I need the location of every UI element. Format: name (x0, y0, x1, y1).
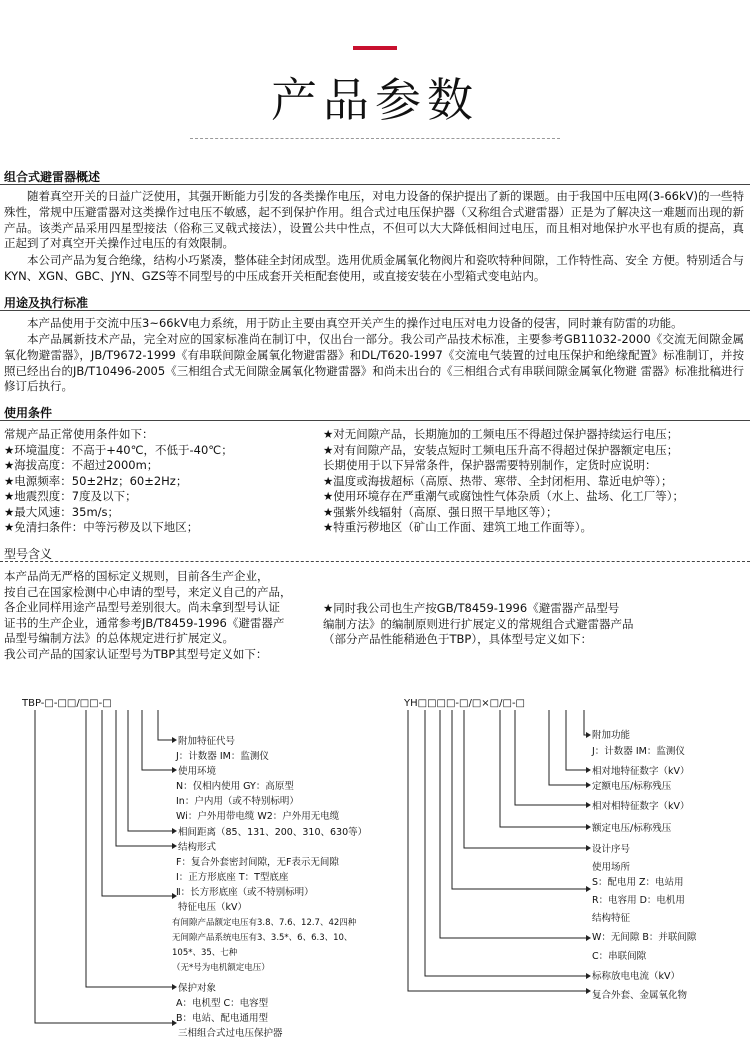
tbp-label: F：复合外套密封间隙，无F表示无间隙 (176, 857, 339, 868)
condition-item: ★使用环境存在严重潮气或腐蚀性气体杂质（水上、盐场、化工厂等）； (323, 489, 685, 503)
tbp-label: 特征电压（kV） (178, 902, 248, 913)
model-line: 编制方法》的编制原则进行扩展定义的常规组合式避雷器产品 (323, 616, 634, 631)
yh-label: J：计数器 IM：监测仪 (592, 746, 685, 757)
condition-item: ★电源频率：50±2Hz；60±2Hz； (4, 473, 188, 488)
overview-paragraph-1: 随着真空开关的日益广泛使用，其强开断能力引发的各类操作电压，对电力设备的保护提出了新的课题。由于我国中压电网(3-66kV)的一些特殊性，常规中压避雷器对这类操作过电压不敏感，起不到保护作用。组合式过电压保护器（又称组合式避雷器）正是为了解决这一难题而出现的新产品。该类产品采用四星型接法（俗称三叉戟式接法），设置公共中性点，不但可以大大降低相间过电压，而且相对地保护水平也有质的提高，真正起到了对真空开关操作过电压的有效限制。 (4, 189, 744, 251)
yh-label: 标称放电电流（kV） (592, 971, 681, 982)
title-accent-bar (353, 46, 397, 50)
yh-label: 复合外套、金属氧化物 (592, 990, 688, 1001)
yh-label: 设计序号 (592, 844, 631, 855)
yh-label: 结构特征 (592, 913, 631, 924)
model-right-text (323, 601, 743, 648)
overview-rule (0, 184, 750, 185)
condition-item: ★对有间隙产品，安装点短时工频电压升高不得超过保护器额定电压； (323, 442, 679, 457)
yh-label: 附加功能 (592, 730, 631, 741)
page-title: 产品参数 (271, 73, 479, 127)
condition-item: ★海拔高度：不超过2000m； (4, 458, 159, 472)
overview-paragraph-2: 本公司产品为复合绝缘，结构小巧紧凑，整体硅全封闭成型。选用优质金属氧化物阀片和瓷吹特种间隙，工作特性高、安全 方便。特别适合与KYN、XGN、GBC、JYN、GZS等不同型号的中压成套开关柜配套使用，或直接安装在小型箱式变电站内。 (4, 253, 744, 283)
model-line: 各企业同样用途产品型号差别很大。尚未拿到型号认证 (4, 600, 280, 614)
tbp-label: In：户内用（或不特别标明） (176, 796, 299, 807)
yh-model-code: YH□□□□-□/□×□/□-□ (404, 698, 525, 709)
condition-item: ★对无间隙产品，长期施加的工频电压不得超过保护器持续运行电压； (323, 427, 679, 441)
tbp-label: J：计数器 IM：监测仪 (176, 751, 269, 762)
model-line: 证书的生产企业，通常参考JB/T8459-1996《避雷器产 (4, 615, 285, 630)
condition-item: ★最大风速：35m/s； (4, 504, 120, 519)
tbp-label: 三相组合式过电压保护器 (178, 1028, 283, 1038)
yh-label: 相对地特征数字（kV） (592, 766, 690, 777)
yh-label: C：串联间隙 (592, 951, 647, 962)
title-divider (190, 138, 560, 139)
tbp-label: 有间隙产品额定电压有3.8、7.6、12.7、42四种 (172, 918, 357, 928)
model-line: 品型号编制方法》的总体规定进行扩展定义。 (4, 631, 234, 645)
model-line: 我公司产品的国家认证型号为TBP其型号定义如下： (4, 646, 268, 661)
condition-item: ★温度或海拔超标（高原、热带、寒带、全封闭柜用、靠近电炉等）； (323, 473, 673, 488)
tbp-label: Ⅱ：长方形底座（或不特别标明） (176, 887, 314, 898)
tbp-label: Wi：户外用带电缆 W2：户外用无电缆 (176, 811, 340, 822)
condition-item: ★免清扫条件：中等污秽及以下地区； (4, 520, 199, 534)
condition-item: 常规产品正常使用条件如下： (4, 427, 154, 441)
tbp-model-code: TBP-□-□□/□□-□ (22, 698, 112, 709)
model-line: 按自己在国家检测中心申请的型号，来定义自己的产品， (4, 584, 292, 599)
conditions-left-list (4, 427, 324, 536)
usage-rule (0, 310, 750, 311)
condition-item: ★环境温度：不高于+40℃，不低于-40℃； (4, 442, 233, 457)
tbp-label: 保护对象 (178, 983, 217, 994)
tbp-label: 105*、35、七种 (172, 948, 238, 958)
yh-label: 相对相特征数字（kV） (592, 801, 690, 812)
usage-paragraph-1: 本产品使用于交流中压3~66kV电力系统，用于防止主要由真空开关产生的操作过电压对电力设备的侵害，同时兼有防雷的功能。 (27, 316, 683, 330)
tbp-label: N：仅相内使用 GY：高原型 (176, 781, 294, 792)
tbp-label: 附加特征代号 (178, 736, 236, 747)
conditions-rule (0, 420, 750, 421)
condition-item: 长期使用于以下异常条件，保护器需要特别制作，定货时应说明： (323, 458, 657, 472)
tbp-label: 使用环境 (178, 766, 217, 777)
yh-label: W：无间隙 B：并联间隙 (592, 932, 697, 943)
condition-item: ★地震烈度：7度及以下； (4, 489, 137, 503)
condition-item: ★强紫外线辐射（高原、强日照干旱地区等）； (323, 504, 558, 519)
conditions-heading: 使用条件 (4, 406, 53, 420)
model-line: ★同时我公司也生产按GB/T8459-1996《避雷器产品型号 (323, 601, 620, 615)
model-line: （部分产品性能稍逊色于TBP），具体型号定义如下： (323, 632, 593, 646)
model-heading: 型号含义 (4, 547, 53, 561)
usage-heading: 用途及执行标准 (4, 296, 89, 310)
tbp-model-diagram (21, 698, 367, 1038)
yh-model-diagram (403, 698, 697, 1001)
tbp-label: （无*号为电机额定电压） (172, 963, 270, 973)
condition-item: ★特重污秽地区（矿山工作面、建筑工地工作面等）。 (323, 520, 593, 534)
tbp-label: B：电站、配电通用型 (176, 1013, 269, 1024)
yh-label: 定额电压/标称残压 (592, 781, 672, 792)
usage-paragraph-2: 本产品属新技术产品，完全对应的国家标准尚在制订中，仅出台一部分。我公司产品技术标准，主要参考GB11032-2000《交流无间隙金属氧化物避雷器》，JB/T9672-1999《有串联间隙金属氧化物避雷器》和DL/T620-1997《交流电气装置的过电压保护和绝缘配置》标准制订，并按照已经出台的JB/T10496-2005《三相组合式无间隙金属氧化物避雷器》和尚未出台的《三相组合式有串联间隙金属氧化物避 雷器》标准批稿进行修订后执行。 (4, 332, 744, 394)
tbp-label: A：电机型 C：电容型 (176, 998, 269, 1009)
conditions-right-list (323, 427, 748, 536)
model-rule (0, 561, 750, 562)
model-code-diagrams (0, 688, 750, 1038)
tbp-label: 无间隙产品系统电压有3、3.5*、6、6.3、10、 (172, 933, 353, 943)
yh-label: R：电容用 D：电机用 (592, 895, 685, 906)
tbp-label: Ⅰ：正方形底座 T：T型底座 (176, 872, 289, 883)
yh-label: S：配电用 Z：电站用 (592, 877, 684, 888)
tbp-label: 相间距离（85、131、200、310、630等） (178, 827, 368, 838)
yh-label: 额定电压/标称残压 (592, 823, 672, 834)
yh-label: 使用场所 (592, 862, 631, 873)
model-line: 本产品尚无严格的国标定义规则，目前各生产企业， (4, 569, 269, 583)
overview-heading: 组合式避雷器概述 (4, 170, 101, 184)
model-left-text (4, 569, 319, 662)
tbp-label: 结构形式 (178, 842, 217, 853)
